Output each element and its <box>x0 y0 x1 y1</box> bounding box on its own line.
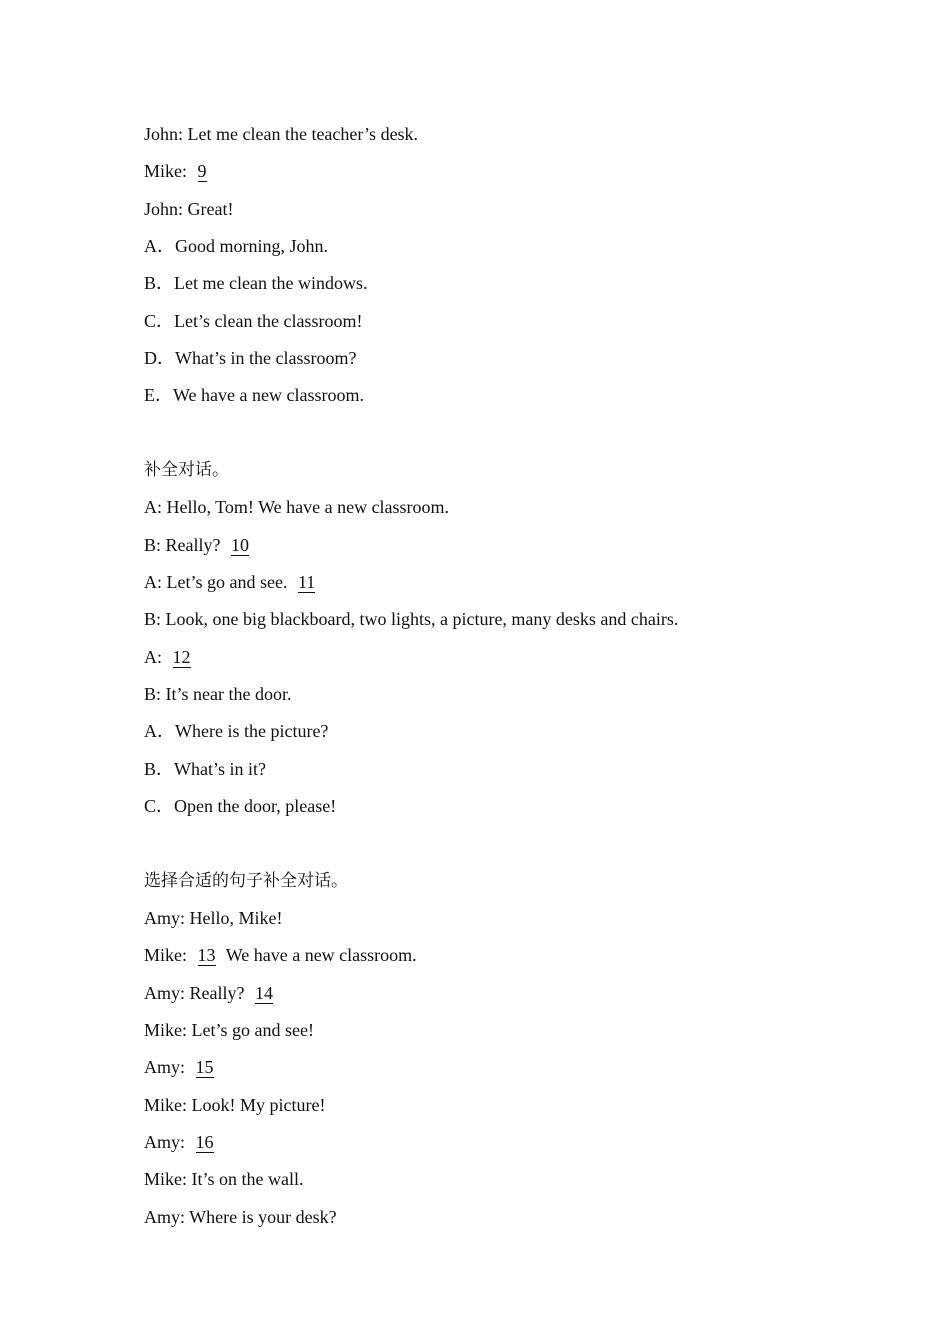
dialogue-line <box>144 943 417 967</box>
dialogue-line <box>144 607 678 631</box>
dialogue-line <box>144 1205 337 1229</box>
dialogue-text: Mike: It’s on the wall. <box>144 1169 304 1189</box>
option-c: C．Let’s clean the classroom! <box>144 311 363 331</box>
dialogue-text: Amy: Hello, Mike! <box>144 908 283 928</box>
option-b: B．What’s in it? <box>144 759 266 779</box>
dialogue-line <box>144 1093 325 1117</box>
answer-blank-9[interactable]: 9 <box>197 161 207 181</box>
dialogue-line <box>144 981 279 1005</box>
dialogue-line <box>144 197 233 221</box>
dialogue-line <box>144 645 197 669</box>
speaker-label: Mike: <box>144 945 187 965</box>
dialogue-text: A: Hello, Tom! We have a new classroom. <box>144 497 450 517</box>
dialogue-text: Amy: Really? <box>144 983 245 1003</box>
speaker-label: Amy: <box>144 1132 186 1152</box>
dialogue-line <box>144 159 213 183</box>
speaker-label: A: <box>144 647 162 667</box>
dialogue-text: A: Let’s go and see. <box>144 572 288 592</box>
answer-blank-14[interactable]: 14 <box>254 983 273 1003</box>
dialogue-line <box>144 1018 314 1042</box>
dialogue-line <box>144 1167 303 1191</box>
dialogue-line <box>144 906 282 930</box>
answer-blank-12[interactable]: 12 <box>172 647 191 667</box>
dialogue-line <box>144 533 255 557</box>
dialogue-text: B: It’s near the door. <box>144 684 292 704</box>
dialogue-line <box>144 1055 220 1079</box>
dialogue-text: B: Really? <box>144 535 221 555</box>
answer-blank-16[interactable]: 16 <box>195 1132 214 1152</box>
section-instruction: 补全对话。 <box>144 460 229 480</box>
answer-blank-13[interactable]: 13 <box>197 945 216 965</box>
option-a: A．Where is the picture? <box>144 721 329 741</box>
option-a: A．Good morning, John. <box>144 236 328 256</box>
speaker-label: Amy: <box>144 1057 186 1077</box>
option-e: E．We have a new classroom. <box>144 385 364 405</box>
dialogue-text: John: Great! <box>144 199 234 219</box>
speaker-label: Mike: <box>144 161 187 181</box>
option-d: D．What’s in the classroom? <box>144 348 357 368</box>
dialogue-line <box>144 122 418 146</box>
answer-blank-10[interactable]: 10 <box>230 535 249 555</box>
option-b: B．Let me clean the windows. <box>144 273 368 293</box>
answer-blank-11[interactable]: 11 <box>297 572 316 592</box>
dialogue-text: Mike: Look! My picture! <box>144 1095 326 1115</box>
dialogue-text: B: Look, one big blackboard, two lights, a picture, many desks and chairs. <box>144 609 679 629</box>
dialogue-line <box>144 495 449 519</box>
dialogue-line <box>144 682 291 706</box>
option-c: C．Open the door, please! <box>144 796 337 816</box>
dialogue-line <box>144 570 321 594</box>
dialogue-text: John: Let me clean the teacher’s desk. <box>144 124 419 144</box>
answer-blank-15[interactable]: 15 <box>195 1057 214 1077</box>
dialogue-text: Amy: Where is your desk? <box>144 1207 337 1227</box>
dialogue-line <box>144 1130 220 1154</box>
section-instruction: 选择合适的句子补全对话。 <box>144 871 348 891</box>
dialogue-text: We have a new classroom. <box>225 945 417 965</box>
dialogue-text: Mike: Let’s go and see! <box>144 1020 314 1040</box>
